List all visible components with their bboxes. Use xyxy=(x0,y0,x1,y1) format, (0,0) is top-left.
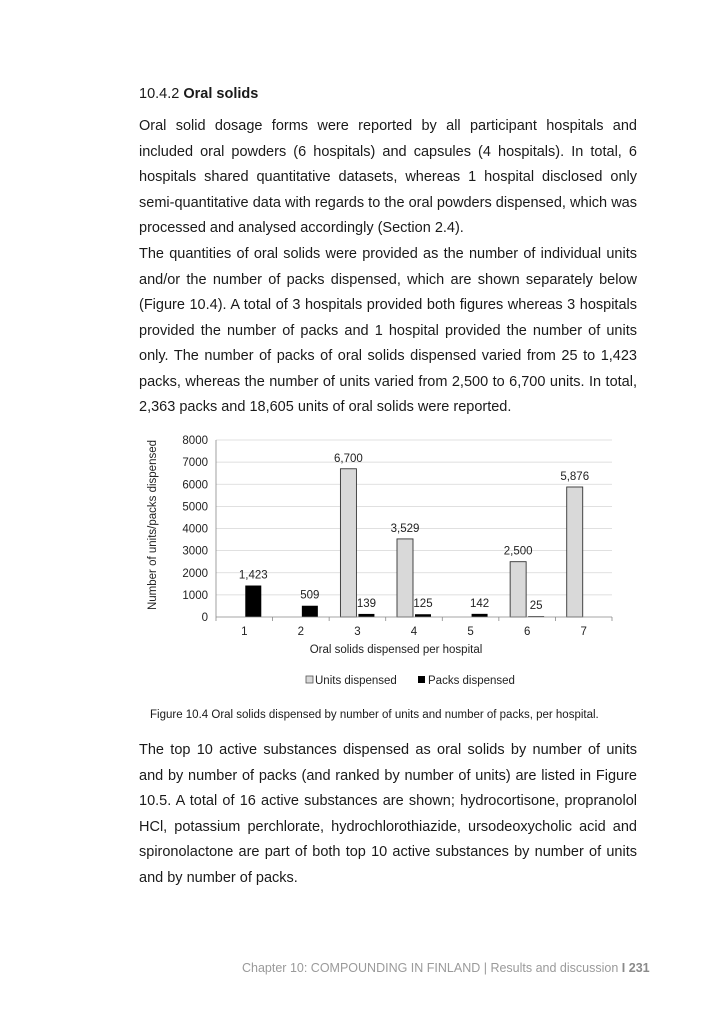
bar-packs xyxy=(245,586,261,617)
bar-packs xyxy=(358,614,374,617)
section-title: Oral solids xyxy=(183,86,259,102)
gridlines xyxy=(216,440,612,595)
paragraph-top-substances: The top 10 active substances dispensed as oral solids by number of units and by number of packs (and ranked by number of units) are listed in Figure 10.5. A total of 16 active substances are shown; hydrocortisone, propranolol HCl, potassium perchlorate, hydrochlorothiazide, ursodeoxycholic acid and spironolactone are part of both top 10 active substances by number of units and by number of packs. xyxy=(139,742,637,886)
y-tick-label: 2000 xyxy=(182,567,208,580)
bar-packs xyxy=(415,614,431,617)
page-number: 231 xyxy=(628,961,650,975)
data-label: 5,876 xyxy=(560,470,590,483)
x-axis-label: Oral solids dispensed per hospital xyxy=(309,644,483,656)
data-label: 3,529 xyxy=(390,522,420,535)
bar-units xyxy=(567,487,583,617)
legend xyxy=(306,675,515,687)
bar-packs xyxy=(472,614,488,617)
y-axis-label: Number of units/packs dispensed xyxy=(147,439,159,611)
data-label: 25 xyxy=(529,600,543,613)
y-tick-label: 7000 xyxy=(182,457,208,470)
y-tick-label: 5000 xyxy=(182,501,208,514)
bar-packs xyxy=(302,606,318,617)
y-tick-label: 4000 xyxy=(182,523,208,536)
bar-units xyxy=(397,539,413,617)
y-tick-label: 1000 xyxy=(182,589,208,602)
data-label: 139 xyxy=(356,597,377,610)
legend-swatch-packs xyxy=(418,676,425,683)
x-tick-label: 1 xyxy=(241,626,248,638)
bar-units xyxy=(510,562,526,617)
section-heading xyxy=(139,86,258,102)
y-tick-label: 6000 xyxy=(182,479,208,492)
footer-separator: I xyxy=(621,961,626,975)
data-label: 1,423 xyxy=(238,569,268,582)
legend-label-units: Units dispensed xyxy=(315,675,397,687)
y-tick-label: 0 xyxy=(201,612,208,624)
bar-units xyxy=(340,469,356,617)
page-footer xyxy=(242,961,650,975)
y-tick-label: 3000 xyxy=(182,545,208,558)
x-tick-label: 4 xyxy=(410,626,418,638)
x-tick-label: 7 xyxy=(580,626,587,638)
footer-text: Chapter 10: COMPOUNDING IN FINLAND | Results and discussion xyxy=(242,961,619,975)
x-tick-label: 3 xyxy=(354,626,361,638)
x-tick-label: 6 xyxy=(523,626,531,638)
data-label: 509 xyxy=(300,589,320,602)
section-number: 10.4.2 xyxy=(139,86,180,102)
y-tick-label: 8000 xyxy=(182,435,208,447)
chart-canvas xyxy=(140,430,630,700)
data-label: 6,700 xyxy=(334,452,363,465)
paragraph-intro: Oral solid dosage forms were reported by all participant hospitals and included oral powders (6 hospitals) and capsules (4 hospitals). In total, 6 hospitals shared quantitative datasets, whereas 1 hospital disclosed only semi-quantitative data with regards to the oral powders dispensed, which was processed and analysed accordingly (Section 2.4). xyxy=(139,118,637,236)
legend-swatch-units xyxy=(306,676,313,683)
data-label: 2,500 xyxy=(503,545,533,558)
paragraph-quantities: The quantities of oral solids were provided as the number of individual units and/or the number of packs dispensed, which are shown separately below (Figure 10.4). A total of 3 hospitals provided both figures whereas 3 hospitals provided the number of packs and 1 hospital provided the number of units only. The number of packs of oral solids dispensed varied from 25 to 1,423 packs, whereas the number of units varied from 2,500 to 6,700 units. In total, 2,363 packs and 18,605 units of oral solids were reported. xyxy=(139,246,637,415)
bars xyxy=(239,453,589,617)
x-tick-label: 5 xyxy=(467,626,474,638)
legend-label-packs: Packs dispensed xyxy=(428,675,515,687)
bar-chart xyxy=(140,430,630,700)
data-label: 142 xyxy=(469,597,490,610)
x-tick-label: 2 xyxy=(297,626,305,638)
figure-caption: Figure 10.4 Oral solids dispensed by number of units and number of packs, per hospital. xyxy=(150,709,599,721)
data-label: 125 xyxy=(413,598,433,611)
